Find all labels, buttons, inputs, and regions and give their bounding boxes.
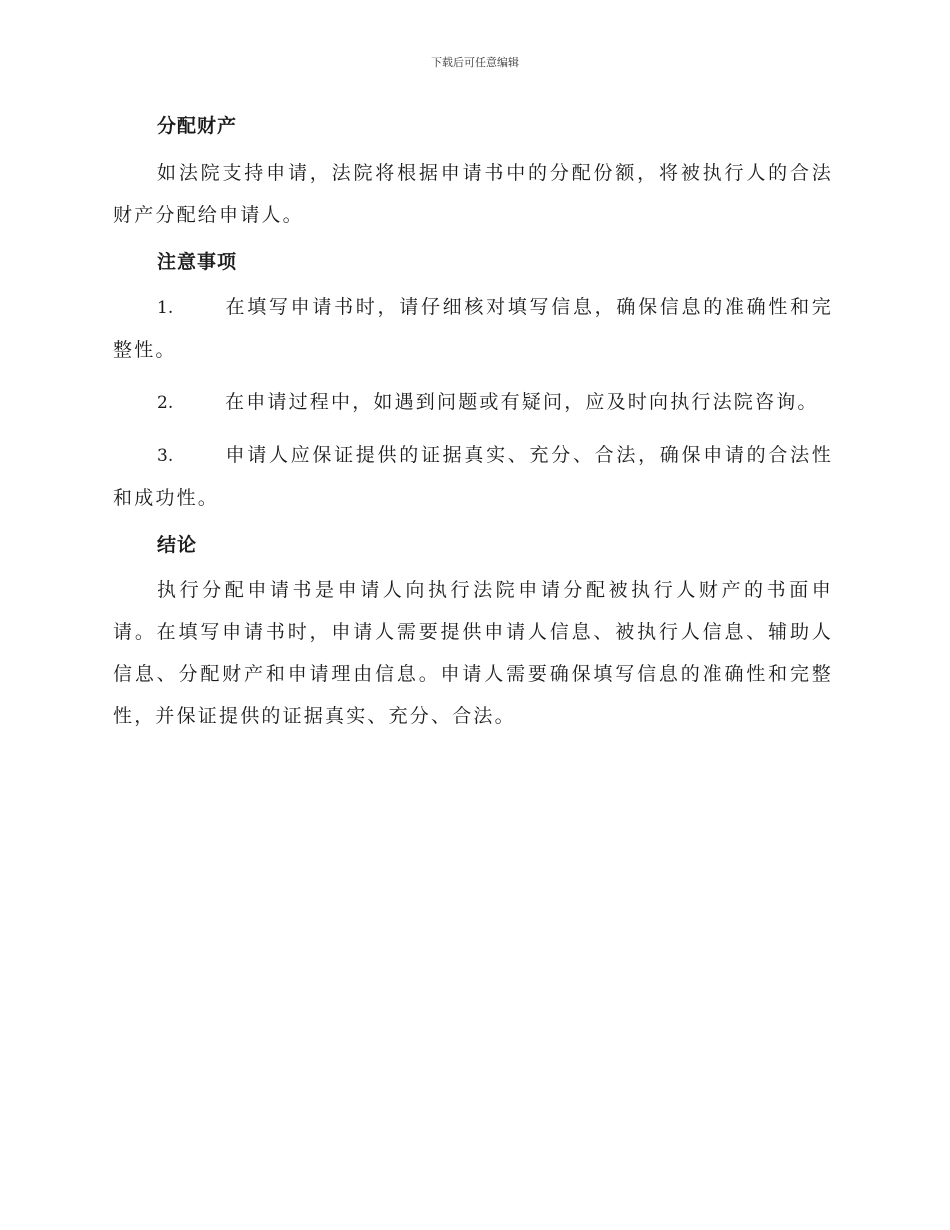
list-item (113, 381, 833, 424)
section-paragraph-conclusion: 执行分配申请书是申请人向执行法院申请分配被执行人财产的书面申请。在填写申请书时，申请人需要提供申请人信息、被执行人信息、辅助人信息、分配财产和申请理由信息。申请人需要确保填写信息的准确性和完整性，并保证提供的证据真实、充分、合法。 (113, 579, 833, 727)
section-heading-distribute-property: 分配财产 (157, 115, 238, 137)
list-item-text: 在填写申请书时，请仔细核对填写信息，确保信息的准确性和完整性。 (113, 296, 833, 361)
section-heading-conclusion: 结论 (157, 534, 198, 556)
list-item-text: 申请人应保证提供的证据真实、充分、合法，确保申请的合法性和成功性。 (113, 444, 833, 509)
list-item-number: 3. (157, 446, 174, 466)
list-item-number: 2. (157, 393, 174, 413)
list-item (113, 434, 833, 519)
section-paragraph-distribute-property: 如法院支持申请，法院将根据申请书中的分配份额，将被执行人的合法财产分配给申请人。 (113, 162, 833, 226)
page-header: 下载后可任意编辑 (431, 56, 519, 69)
document-body (113, 110, 833, 737)
notes-list (113, 286, 833, 519)
list-item (113, 286, 833, 371)
section-heading-notes: 注意事项 (157, 251, 238, 273)
list-item-number: 1. (157, 298, 174, 318)
list-item-text: 在申请过程中，如遇到问题或有疑问，应及时向执行法院咨询。 (225, 391, 819, 413)
